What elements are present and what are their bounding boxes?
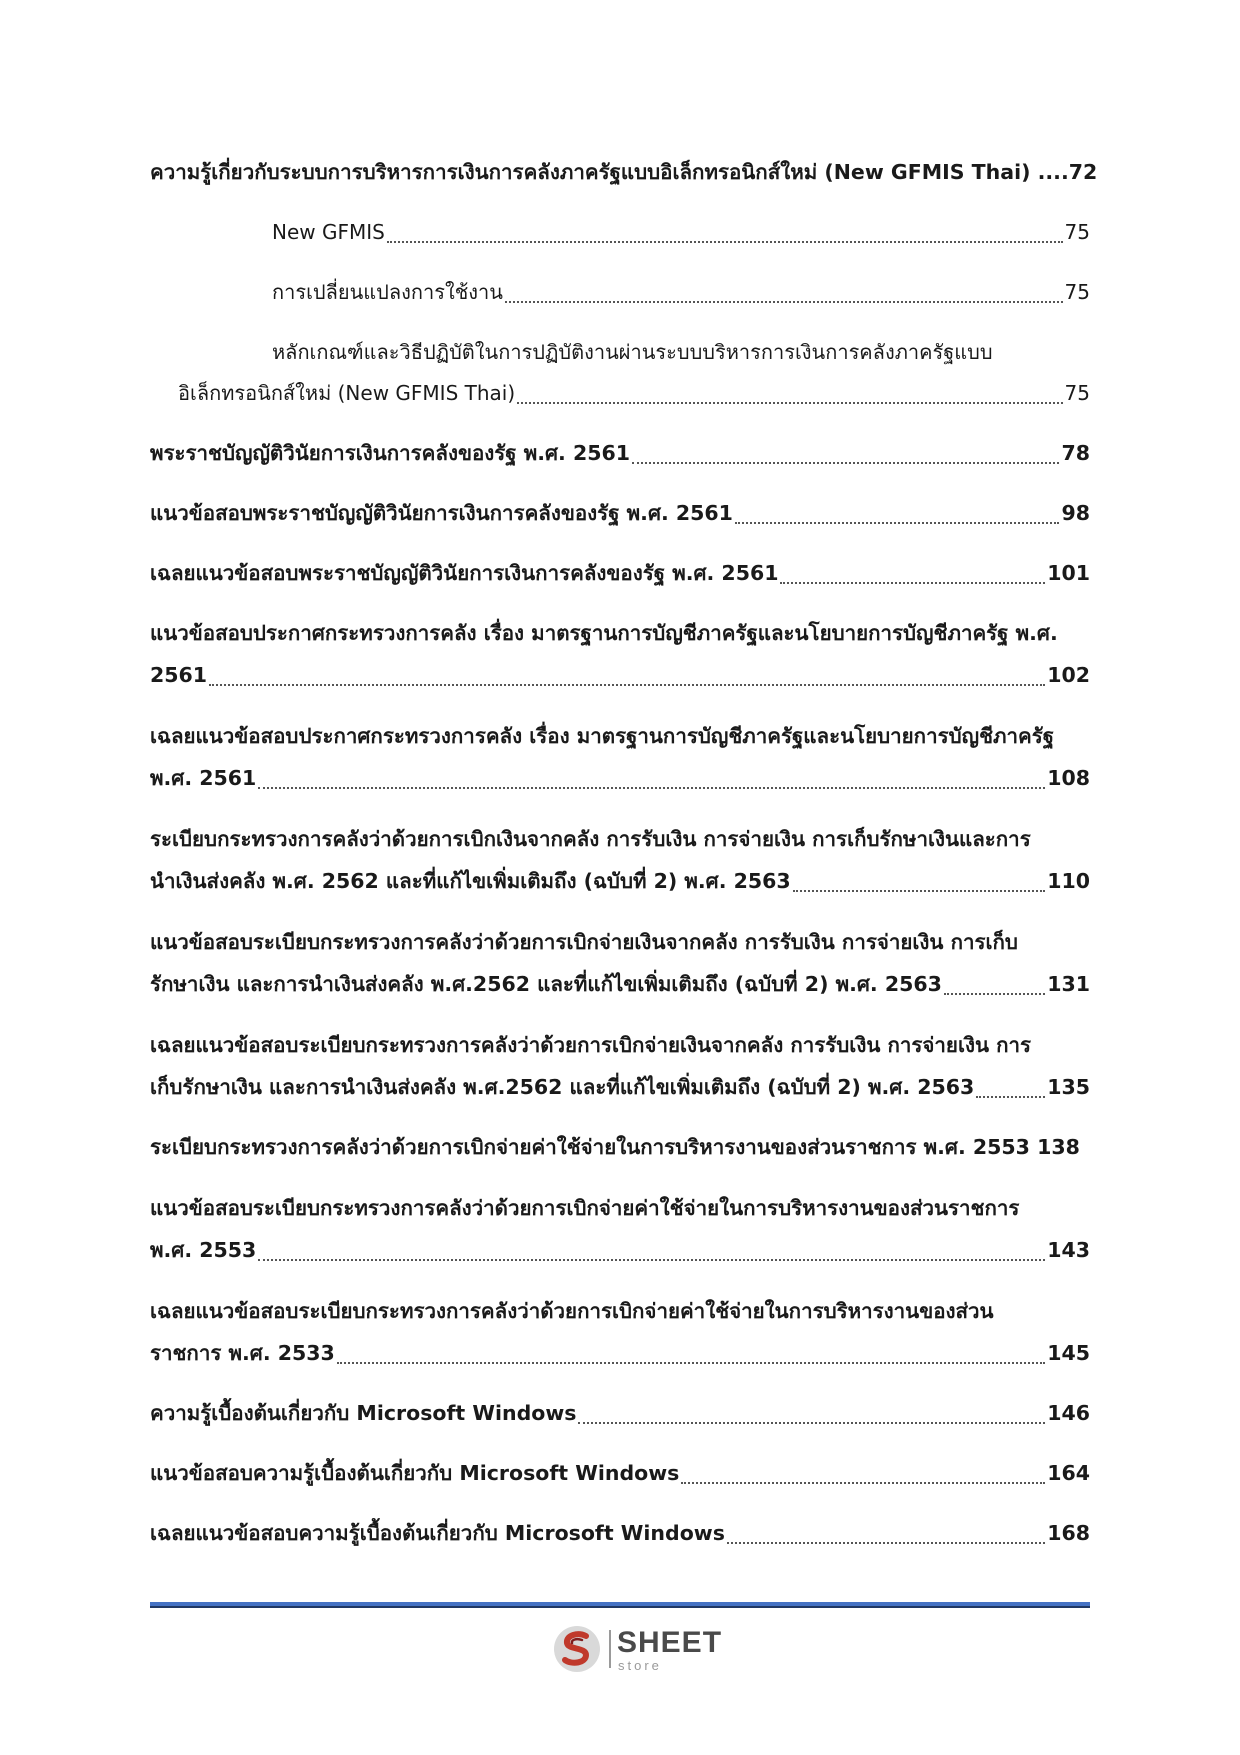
- dot-leader: [976, 1095, 1045, 1098]
- toc-entry-title: เฉลยแนวข้อสอบพระราชบัญญัติวินัยการเงินการคลังของรัฐ พ.ศ. 2561: [150, 561, 779, 585]
- toc-entry-title: แนวข้อสอบระเบียบกระทรวงการคลังว่าด้วยการเบิกจ่ายเงินจากคลัง การรับเงิน การจ่ายเงิน การเก็บ: [150, 930, 1018, 954]
- dot-leader: [387, 240, 1063, 243]
- toc-entry-title: นำเงินส่งคลัง พ.ศ. 2562 และที่แก้ไขเพิ่มเติมถึง (ฉบับที่ 2) พ.ศ. 2563: [150, 869, 791, 893]
- toc-entry[interactable]: [150, 493, 1090, 533]
- dot-leader: [517, 401, 1062, 404]
- dot-leader: [578, 1421, 1045, 1424]
- toc-entry[interactable]: [150, 819, 1090, 859]
- toc-entry[interactable]: [150, 922, 1090, 962]
- toc-entry-continuation[interactable]: [150, 1067, 1090, 1107]
- toc-entry-title: 2561: [150, 663, 208, 687]
- toc-entry-page: 98: [1061, 501, 1090, 525]
- toc-entry-title: แนวข้อสอบความรู้เบื้องต้นเกี่ยวกับ Microsoft Windows: [150, 1461, 680, 1485]
- dot-leader: [681, 1481, 1045, 1484]
- toc-entry[interactable]: [150, 553, 1090, 593]
- toc-entry-title: เฉลยแนวข้อสอบความรู้เบื้องต้นเกี่ยวกับ Microsoft Windows: [150, 1521, 725, 1545]
- toc-entry-title: อิเล็กทรอนิกส์ใหม่ (New GFMIS Thai): [178, 381, 516, 405]
- toc-entry[interactable]: [150, 613, 1090, 653]
- footer-divider: [150, 1602, 1090, 1608]
- toc-entry-page: 146: [1047, 1401, 1090, 1425]
- toc-entry-page: 168: [1047, 1521, 1090, 1545]
- toc-entry-continuation[interactable]: [150, 758, 1090, 798]
- toc-entry[interactable]: [150, 152, 1098, 192]
- toc-entry-title: New GFMIS: [272, 220, 385, 244]
- toc-entry-page: 75: [1064, 381, 1090, 405]
- toc-entry-page: 135: [1047, 1075, 1090, 1099]
- toc-entry[interactable]: [150, 433, 1090, 473]
- sheet-store-logo: [552, 1622, 722, 1676]
- toc-entry-title: ความรู้เบื้องต้นเกี่ยวกับ Microsoft Windows: [150, 1401, 577, 1425]
- toc-entry-continuation[interactable]: [150, 861, 1090, 901]
- logo-subtext: store: [618, 1658, 662, 1673]
- toc-entry[interactable]: [150, 1025, 1090, 1065]
- toc-entry-page: 164: [1047, 1461, 1090, 1485]
- toc-entry-title: เฉลยแนวข้อสอบระเบียบกระทรวงการคลังว่าด้วยการเบิกจ่ายเงินจากคลัง การรับเงิน การจ่ายเงิน การ: [150, 1033, 1032, 1057]
- toc-entry-page: 110: [1047, 869, 1090, 893]
- toc-entry-continuation[interactable]: [150, 655, 1090, 695]
- toc-entry-title: รักษาเงิน และการนำเงินส่งคลัง พ.ศ.2562 และที่แก้ไขเพิ่มเติมถึง (ฉบับที่ 2) พ.ศ. 2563: [150, 972, 942, 996]
- toc-subentry[interactable]: [272, 212, 1090, 252]
- toc-entry-title: พระราชบัญญัติวินัยการเงินการคลังของรัฐ พ.ศ. 2561: [150, 441, 631, 465]
- toc-entry-page: 75: [1064, 280, 1090, 304]
- toc-entry-title: หลักเกณฑ์และวิธีปฏิบัติในการปฏิบัติงานผ่านระบบบริหารการเงินการคลังภาครัฐแบบ: [272, 340, 993, 364]
- dot-leader: [780, 581, 1045, 584]
- toc-entry[interactable]: [150, 1291, 1090, 1331]
- toc-entry[interactable]: [150, 1513, 1090, 1553]
- toc-entry-page: 145: [1047, 1341, 1090, 1365]
- dot-leader: [505, 300, 1063, 303]
- toc-entry-title: เก็บรักษาเงิน และการนำเงินส่งคลัง พ.ศ.2562 และที่แก้ไขเพิ่มเติมถึง (ฉบับที่ 2) พ.ศ. 2563: [150, 1075, 975, 1099]
- toc-entry-page: 72: [1068, 160, 1098, 184]
- dot-leader: [632, 461, 1059, 464]
- toc-entry-page: 131: [1047, 972, 1090, 996]
- toc-entry-title: แนวข้อสอบประกาศกระทรวงการคลัง เรื่อง มาตรฐานการบัญชีภาครัฐและนโยบายการบัญชีภาครัฐ พ.ศ.: [150, 621, 1058, 645]
- sheet-store-logo-mark-icon: [552, 1624, 602, 1674]
- dot-leader: [727, 1541, 1045, 1544]
- toc-entry-title: ระเบียบกระทรวงการคลังว่าด้วยการเบิกจ่ายค่าใช้จ่ายในการบริหารงานของส่วนราชการ พ.ศ. 2553 138: [150, 1135, 1080, 1159]
- toc-entry-title: ระเบียบกระทรวงการคลังว่าด้วยการเบิกเงินจากคลัง การรับเงิน การจ่ายเงิน การเก็บรักษาเงินและการ: [150, 827, 1031, 851]
- toc-entry-title: ราชการ พ.ศ. 2533: [150, 1341, 335, 1365]
- dot-leader: [337, 1361, 1045, 1364]
- dot-leader: [944, 992, 1045, 995]
- toc-entry-continuation[interactable]: [150, 964, 1090, 1004]
- toc-subentry[interactable]: [272, 272, 1090, 312]
- dot-leader: [793, 889, 1046, 892]
- dot-leader: [258, 1258, 1045, 1261]
- toc-entry[interactable]: [150, 716, 1090, 756]
- toc-entry-page: 143: [1047, 1238, 1090, 1262]
- toc-entry-title: แนวข้อสอบพระราชบัญญัติวินัยการเงินการคลังของรัฐ พ.ศ. 2561: [150, 501, 733, 525]
- dot-leader: [209, 683, 1045, 686]
- dot-leader: [258, 786, 1045, 789]
- toc-entry-title: พ.ศ. 2553: [150, 1238, 257, 1262]
- toc-entry-title: เฉลยแนวข้อสอบระเบียบกระทรวงการคลังว่าด้วยการเบิกจ่ายค่าใช้จ่ายในการบริหารงานของส่วน: [150, 1299, 994, 1323]
- toc-entry-page: 101: [1047, 561, 1090, 585]
- toc-subentry-continuation[interactable]: [178, 373, 1090, 413]
- toc-entry[interactable]: [150, 1188, 1090, 1228]
- toc-entry[interactable]: [150, 1393, 1090, 1433]
- toc-subentry[interactable]: [272, 332, 1090, 372]
- toc-entry-continuation[interactable]: [150, 1230, 1090, 1270]
- toc-entry[interactable]: [150, 1127, 1090, 1167]
- toc-entry-page: 102: [1047, 663, 1090, 687]
- toc-entry-page: 108: [1047, 766, 1090, 790]
- toc-entry[interactable]: [150, 1453, 1090, 1493]
- toc-entry-page: 78: [1061, 441, 1090, 465]
- toc-entry-title: การเปลี่ยนแปลงการใช้งาน: [272, 280, 503, 304]
- logo-wordmark: SHEET: [617, 1626, 723, 1659]
- logo-separator: [609, 1630, 611, 1668]
- dot-leader: [735, 521, 1060, 524]
- toc-entry-continuation[interactable]: [150, 1333, 1090, 1373]
- toc-entry-title: แนวข้อสอบระเบียบกระทรวงการคลังว่าด้วยการเบิกจ่ายค่าใช้จ่ายในการบริหารงานของส่วนราชการ: [150, 1196, 1020, 1220]
- toc-entry-title: เฉลยแนวข้อสอบประกาศกระทรวงการคลัง เรื่อง มาตรฐานการบัญชีภาครัฐและนโยบายการบัญชีภาครัฐ: [150, 724, 1055, 748]
- toc-entry-title: พ.ศ. 2561: [150, 766, 257, 790]
- toc-entry-page: 75: [1064, 220, 1090, 244]
- toc-entry-title: ความรู้เกี่ยวกับระบบการบริหารการเงินการคลังภาครัฐแบบอิเล็กทรอนิกส์ใหม่ (New GFMIS Thai) ....: [150, 160, 1069, 184]
